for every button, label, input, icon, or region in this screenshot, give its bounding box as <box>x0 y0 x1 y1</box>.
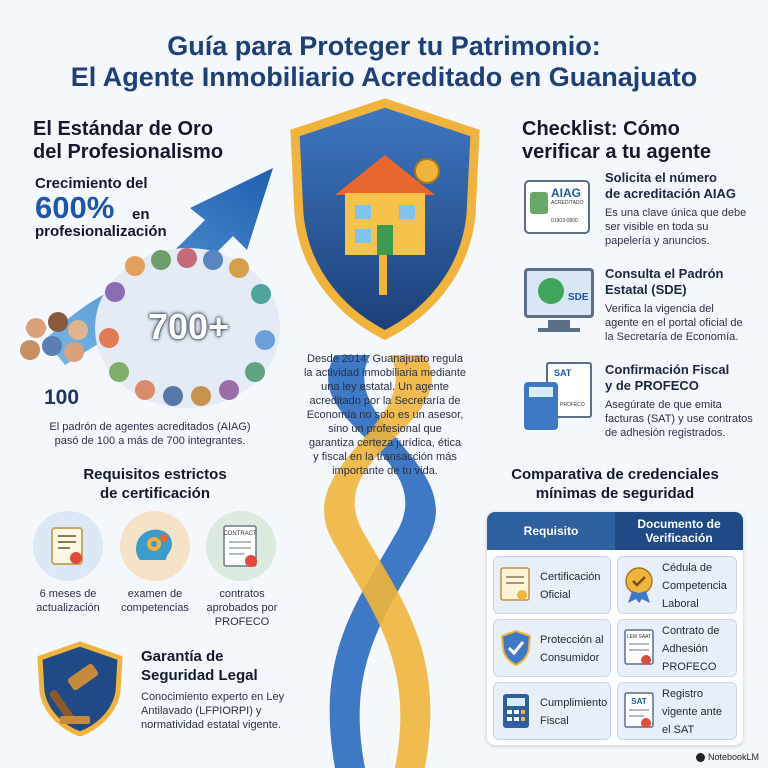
padron-text-line-2: pasó de 100 a más de 700 integrantes. <box>54 435 246 447</box>
tax-document-icon <box>622 690 656 732</box>
certificate-icon <box>33 511 103 581</box>
requirements-heading-line-2: de certificación <box>99 485 211 502</box>
table-row-3-req-line-2: Fiscal <box>540 715 569 727</box>
center-paragraph-line: importante de tu vida. <box>332 465 438 477</box>
table-header-documento <box>615 512 743 550</box>
table-row-2-requirement <box>493 619 611 677</box>
requirement-2-label-line-2: competencias <box>121 602 189 614</box>
checklist-item-2-desc-line-2: agente en el portal oficial de <box>605 317 743 329</box>
center-paragraph-line: acreditado por la Secretaría de <box>309 395 461 407</box>
checklist-item-3-desc-line-3: de adhesión registrados. <box>605 427 726 439</box>
checklist-item-3-desc-line-1: Asegúrate de que emita <box>605 399 722 411</box>
requirement-1-label-line-2: actualización <box>36 602 100 614</box>
checklist-item-3-title-line-2: y de PROFECO <box>605 378 699 393</box>
medal-icon <box>622 565 656 605</box>
table-row-3-doc-line-2: vigente ante <box>662 706 722 718</box>
table-row-3-doc-line-3: el SAT <box>662 724 695 736</box>
table-row-1-requirement <box>493 556 611 614</box>
requirement-3-label-line-2: aprobados por <box>206 602 278 614</box>
table-header-documento-line-1: Documento de <box>637 517 721 531</box>
contract-icon-label: LEM SAAT <box>626 634 652 640</box>
table-header-requisito <box>487 512 615 550</box>
monitor-check-icon <box>520 264 598 340</box>
center-paragraph-line: sino un profesional que <box>328 423 442 435</box>
table-row-3-req-line-1: Cumplimiento <box>540 697 608 709</box>
table-row-2-doc-line-1: Contrato de <box>662 625 720 637</box>
notebooklm-logo-icon <box>696 753 705 762</box>
contract-icon-text: CONTRACT <box>223 531 257 537</box>
footer-brand-label: NotebookLM <box>708 752 760 762</box>
checklist-item-1-desc-line-1: Es una clave única que debe <box>605 207 747 219</box>
table-header-requisito-label: Requisito <box>523 524 579 538</box>
requirement-2-label-line-1: examen de <box>127 588 183 600</box>
guarantee-text-line-3: normatividad estatal vigente. <box>141 719 282 731</box>
padron-text-line-1: El padrón de agentes acreditados (AIAG) <box>49 421 251 433</box>
id-badge-title: AIAG <box>551 186 581 200</box>
checklist-item-1-desc-line-2: ser visible en toda su <box>605 221 709 233</box>
count-end: 700+ <box>148 306 230 347</box>
growth-prefix: Crecimiento del <box>35 175 148 192</box>
guarantee-heading-line-1: Garantía de <box>141 648 224 665</box>
monitor-badge-title: SDE <box>568 292 589 303</box>
center-paragraph-line: la actividad inmobiliaria mediante <box>303 367 467 379</box>
id-badge-icon <box>520 172 594 244</box>
tax-document-icon-label: SAT <box>631 697 647 706</box>
comparison-heading-line-1: Comparativa de credenciales <box>511 466 719 483</box>
checklist-item-1-title-line-2: de acreditación AIAG <box>605 186 736 201</box>
checklist-item-1-desc-line-3: papelería y anuncios. <box>605 235 710 247</box>
center-paragraph-line: y fiscal en la transacción más <box>313 451 457 463</box>
count-start: 100 <box>44 386 80 409</box>
comparison-heading-line-2: mínimas de seguridad <box>535 485 695 502</box>
checklist-item-1-title-line-1: Solicita el número <box>605 170 717 185</box>
calc-badge-sub: PROFECO <box>560 402 585 408</box>
table-row-3-doc-line-1: Registro <box>662 688 703 700</box>
gavel-shield-icon <box>30 640 130 736</box>
checklist-item-2-title-line-2: Estatal (SDE) <box>605 282 687 297</box>
calculator-icon <box>498 691 534 731</box>
contract-icon <box>206 511 276 581</box>
growth-value: 600% <box>35 190 115 225</box>
requirement-3-label-line-3: PROFECO <box>214 616 270 628</box>
table-header-documento-line-2: Verificación <box>645 531 713 545</box>
growth-suffix: profesionalización <box>35 223 167 240</box>
checklist-item-3-desc-line-2: facturas (SAT) y use contratos <box>605 413 753 425</box>
table-row-2-req-line-1: Protección al <box>540 634 604 646</box>
center-paragraph-line: una ley estatal. Un agente <box>321 381 449 393</box>
footer-brand <box>696 752 759 762</box>
calculator-document-icon <box>520 358 600 438</box>
table-row-1-req-line-1: Certificación <box>540 571 601 583</box>
page-title-line-1: Guía para Proteger tu Patrimonio: <box>167 31 601 61</box>
center-paragraph <box>297 352 473 478</box>
comparison-table <box>487 512 743 745</box>
guarantee-text-line-2: Antilavado (LFPIORPI) y <box>141 705 262 717</box>
table-row-1-doc-line-2: Competencia <box>662 580 727 592</box>
table-row-3-document <box>617 682 737 740</box>
table-row-2-doc-line-3: PROFECO <box>662 661 717 673</box>
checklist-item-3-title-line-1: Confirmación Fiscal <box>605 362 730 377</box>
table-row-2-doc-line-2: Adhesión <box>662 643 708 655</box>
small-crowd-illustration <box>18 310 92 382</box>
gold-standard-heading-line-1: El Estándar de Oro <box>33 118 214 140</box>
gold-standard-heading-line-2: del Profesionalismo <box>33 141 224 163</box>
table-row-1-req-line-2: Oficial <box>540 589 571 601</box>
brain-gears-icon <box>120 511 190 581</box>
center-paragraph-line: Desde 2014, Guanajuato regula <box>307 353 463 365</box>
checklist-heading-line-1: Checklist: Cómo <box>522 118 680 140</box>
table-row-2-document <box>617 619 737 677</box>
certificate-icon <box>498 565 534 605</box>
table-row-1-doc-line-3: Laboral <box>662 598 699 610</box>
table-row-2-req-line-2: Consumidor <box>540 652 600 664</box>
checklist-heading-line-2: verificar a tu agente <box>522 141 711 163</box>
growth-en: en <box>132 206 150 223</box>
shield-check-icon <box>498 628 534 668</box>
guarantee-text-line-1: Conocimiento experto en Ley <box>141 691 285 703</box>
table-row-1-document <box>617 556 737 614</box>
requirement-1-label-line-1: 6 meses de <box>39 588 97 600</box>
requirement-3-label-line-1: contratos <box>219 588 265 600</box>
page-title-line-2: El Agente Inmobiliario Acreditado en Guanajuato <box>70 62 698 92</box>
calc-badge-title: SAT <box>554 368 572 378</box>
checklist-item-2-desc-line-1: Verifica la vigencia del <box>605 303 714 315</box>
table-row-3-requirement <box>493 682 611 740</box>
table-row-1-doc-line-1: Cédula de <box>662 562 713 574</box>
guarantee-heading-line-2: Seguridad Legal <box>141 667 258 684</box>
requirements-heading-line-1: Requisitos estrictos <box>83 466 227 483</box>
id-badge-sub: ACREDITADO <box>551 200 584 206</box>
checklist-item-2-title-line-1: Consulta el Padrón <box>605 266 724 281</box>
center-paragraph-line: garantiza certeza jurídica, ética <box>308 437 462 449</box>
center-paragraph-line: Economía no solo es un asesor, <box>306 409 464 421</box>
checklist-item-2-desc-line-3: la Secretaría de Economía. <box>605 331 739 343</box>
id-badge-number: 01903-0800 <box>551 218 578 224</box>
contract-icon <box>622 627 656 669</box>
